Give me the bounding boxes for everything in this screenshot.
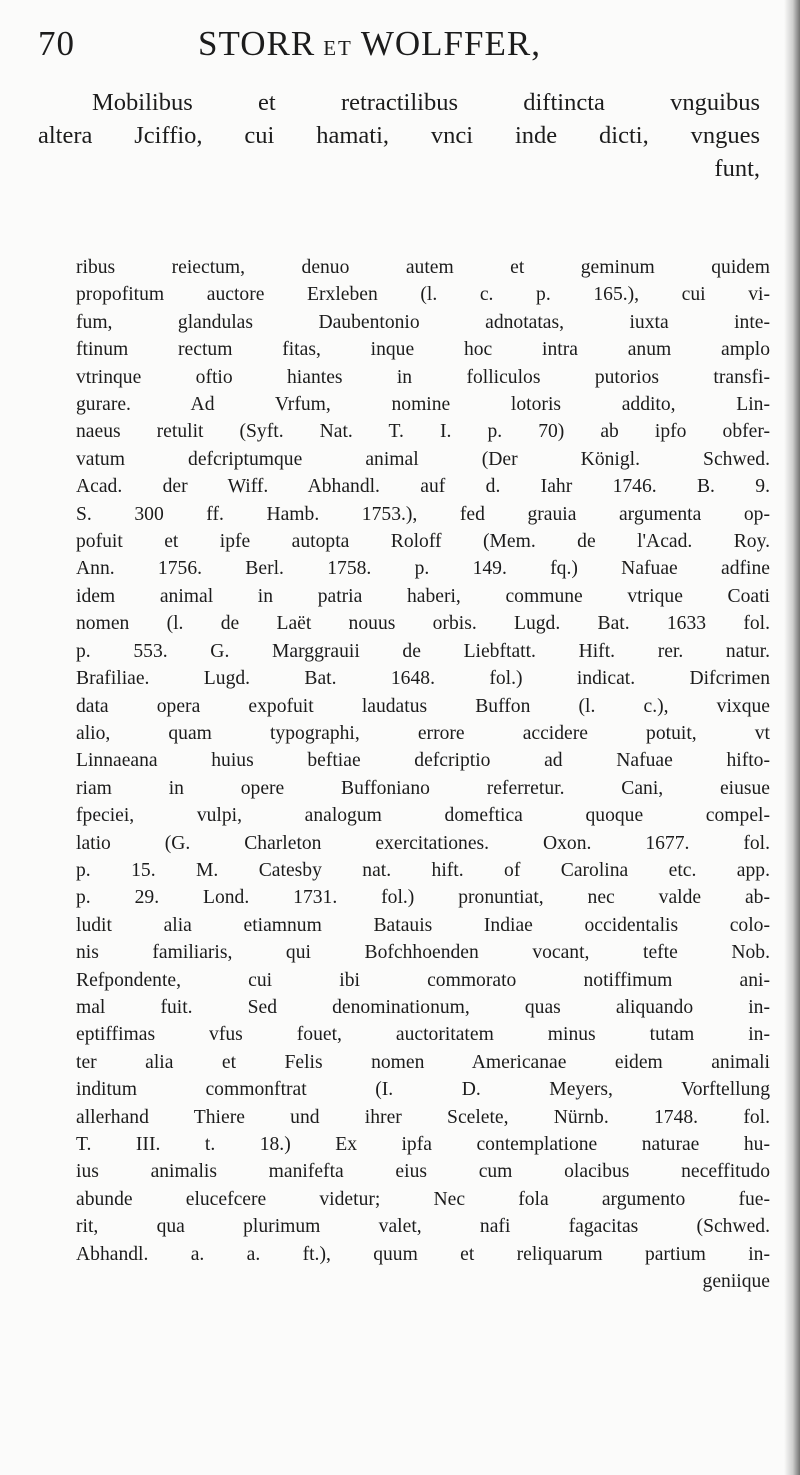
body-line: fum, glandulas Daubentonio adnotatas, iuxta inte- <box>76 311 770 333</box>
body-line: riam in opere Buffoniano referretur. Cani, eiusue <box>76 777 770 799</box>
body-line: p. 15. M. Catesby nat. hift. of Carolina etc. app. <box>76 859 770 881</box>
body-line: allerhand Thiere und ihrer Scelete, Nürnb. 1748. fol. <box>76 1106 770 1128</box>
running-head <box>198 24 541 64</box>
intro-line: funt, <box>714 155 760 182</box>
body-line: mal fuit. Sed denominationum, quas aliquando in- <box>76 996 770 1018</box>
body-line: ter alia et Felis nomen Americanae eidem animali <box>76 1051 770 1073</box>
body-line: idem animal in patria haberi, commune vtrique Coati <box>76 585 770 607</box>
body-line: alio, quam typographi, errore accidere potuit, vt <box>76 722 770 744</box>
running-head-right: WOLFFER, <box>360 24 541 63</box>
body-line: latio (G. Charleton exercitationes. Oxon. 1677. fol. <box>76 832 770 854</box>
body-line: T. III. t. 18.) Ex ipfa contemplatione naturae hu- <box>76 1134 770 1155</box>
body-line: naeus retulit (Syft. Nat. T. I. p. 70) ab ipfo obfer- <box>76 421 770 443</box>
page-number: 70 <box>38 24 75 63</box>
body-line: gurare. Ad Vrfum, nomine lotoris addito, Lin- <box>76 394 770 416</box>
page-edge-shadow <box>784 0 800 1475</box>
body-line: p. 553. G. Marggrauii de Liebftatt. Hift. rer. natur. <box>76 640 770 662</box>
body-line: nis familiaris, qui Bofchhoenden vocant, tefte Nob. <box>76 942 770 964</box>
body-line: Brafiliae. Lugd. Bat. 1648. fol.) indicat. Difcrimen <box>76 668 770 690</box>
running-head-et: ET <box>323 36 353 60</box>
catchword: geniique <box>702 1271 770 1293</box>
page-header <box>0 22 800 74</box>
running-head-left: STORR <box>198 24 316 63</box>
body-line: eptiffimas vfus fouet, auctoritatem minus tutam in- <box>76 1024 770 1046</box>
body-line: Abhandl. a. a. ft.), quum et reliquarum partium in- <box>76 1243 770 1265</box>
body-line: Refpondente, cui ibi commorato notiffimum ani- <box>76 969 770 991</box>
body-line: p. 29. Lond. 1731. fol.) pronuntiat, nec valde ab- <box>76 887 770 909</box>
body-line: Ann. 1756. Berl. 1758. p. 149. fq.) Nafuae adfine <box>76 558 770 580</box>
body-line: rit, qua plurimum valet, nafi fagacitas (Schwed. <box>76 1216 770 1238</box>
intro-paragraph <box>38 86 760 185</box>
body-line: Linnaeana huius beftiae defcriptio ad Nafuae hifto- <box>76 750 770 772</box>
body-line: ius animalis manifefta eius cum olacibus neceffitudo <box>76 1161 770 1183</box>
body-line: ftinum rectum fitas, inque hoc intra anum amplo <box>76 339 770 361</box>
body-line: ludit alia etiamnum Batauis Indiae occidentalis colo- <box>76 914 770 936</box>
body-line: data opera expofuit laudatus Buffon (l. c.), vixque <box>76 695 770 717</box>
body-line: propofitum auctore Erxleben (l. c. p. 165.), cui vi- <box>76 284 770 306</box>
body-line: vtrinque oftio hiantes in folliculos putorios transfi- <box>76 366 770 388</box>
body-line: Acad. der Wiff. Abhandl. auf d. Iahr 1746. B. 9. <box>76 476 770 498</box>
body-line: abunde elucefcere videtur; Nec fola argumento fue- <box>76 1188 770 1210</box>
body-line: S. 300 ff. Hamb. 1753.), fed grauia argumenta op- <box>76 503 770 525</box>
body-line: fpeciei, vulpi, analogum domeftica quoque compel- <box>76 805 770 827</box>
body-line: nomen (l. de Laët nouus orbis. Lugd. Bat. 1633 fol. <box>76 613 770 635</box>
body-line: inditum commonftrat (I. D. Meyers, Vorftellung <box>76 1079 770 1101</box>
footnote-body <box>76 254 770 1295</box>
body-line: pofuit et ipfe autopta Roloff (Mem. de l'Acad. Roy. <box>76 531 770 553</box>
body-line: ribus reiectum, denuo autem et geminum quidem <box>76 257 770 278</box>
body-line: vatum defcriptumque animal (Der Königl. Schwed. <box>76 448 770 470</box>
intro-line: Mobilibus et retractilibus diftincta vnguibus <box>92 89 760 116</box>
intro-line: altera Jciffio, cui hamati, vnci inde dicti, vngues <box>38 122 760 149</box>
